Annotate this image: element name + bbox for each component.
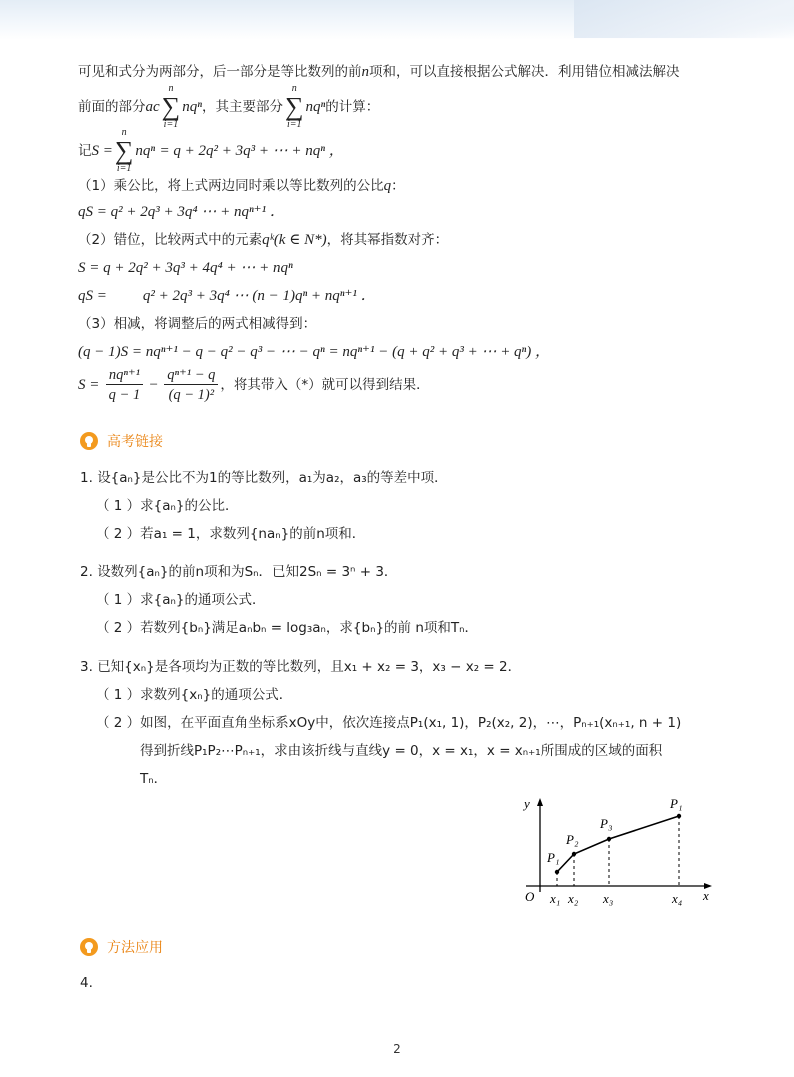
sum-lower: i=1 bbox=[116, 163, 132, 174]
problem-2-part-1: （ 1 ）求{aₙ}的通项公式． bbox=[96, 592, 266, 608]
math-s-eq: S = bbox=[78, 377, 100, 393]
problem-text: 设{aₙ}是公比不为1的等比数列，a₁为a₂，a₃的等差中项． bbox=[97, 470, 448, 486]
minus-sign: − bbox=[149, 377, 158, 393]
math-aligned: q² + 2q³ + 3q⁴ ⋯ (n − 1)qⁿ + nqⁿ⁺¹ ． bbox=[142, 288, 376, 304]
intro-text: 可见和式分为两部分，后一部分是等比数列的前 bbox=[78, 64, 362, 80]
origin-label: O bbox=[525, 889, 535, 904]
fraction-2 bbox=[164, 366, 218, 405]
section-title: 方法应用 bbox=[107, 940, 163, 956]
problem-3-stem bbox=[80, 656, 521, 678]
label-p4: P₁ bbox=[670, 796, 683, 811]
problem-number: 3. bbox=[80, 659, 93, 675]
problem-4-number: 4. bbox=[80, 975, 93, 991]
header-banner-fold bbox=[574, 0, 794, 38]
problem-3-part-2-end: Tₙ． bbox=[140, 771, 168, 787]
step-text: （2）错位，比较两式中的元素 bbox=[78, 232, 263, 248]
intro-text: 前面的部分 bbox=[78, 99, 146, 115]
sum-upper: n bbox=[168, 83, 174, 94]
y-axis-label: y bbox=[524, 796, 530, 811]
y-axis-arrow bbox=[537, 798, 543, 806]
fraction-1 bbox=[106, 366, 144, 405]
problem-number: 2. bbox=[80, 564, 93, 580]
sigma-symbol: ∑ bbox=[114, 136, 134, 165]
sigma-symbol: ∑ bbox=[161, 92, 181, 121]
problem-1-stem bbox=[80, 467, 448, 489]
final-formula bbox=[78, 362, 430, 408]
intro-text: 记 bbox=[78, 143, 92, 159]
lightbulb-icon bbox=[80, 432, 98, 450]
section-gaokao bbox=[80, 431, 163, 451]
var-q: q bbox=[383, 178, 392, 194]
section-title: 高考链接 bbox=[107, 434, 163, 450]
problem-2-part-2: （ 2 ）若数列{bₙ}满足aₙbₙ = log₃aₙ，求{bₙ}的前 n项和Tₙ． bbox=[96, 620, 479, 636]
math-nqn: nqⁿ bbox=[305, 99, 326, 115]
summation bbox=[285, 84, 304, 130]
sigma-symbol: ∑ bbox=[284, 92, 304, 121]
var-n: n bbox=[361, 64, 369, 80]
math-nqn: nqⁿ bbox=[135, 143, 156, 159]
math-s-eq: S = bbox=[91, 143, 113, 159]
fraction-numerator: nqⁿ⁺¹ bbox=[106, 366, 144, 385]
problem-3-part-1: （ 1 ）求数列{xₙ}的通项公式． bbox=[96, 687, 293, 703]
step3-label: （3）相减，将调整后的两式相减得到： bbox=[78, 316, 317, 332]
label-p1: P₁ bbox=[547, 850, 560, 865]
problem-text: 已知{xₙ}是各项均为正数的等比数列，且x₁ + x₂ = 3，x₃ − x₂ = 2． bbox=[97, 659, 522, 675]
fraction-numerator: qⁿ⁺¹ − q bbox=[164, 366, 218, 385]
intro-line-1 bbox=[78, 62, 680, 82]
point-p2 bbox=[572, 852, 576, 856]
label-p3: P₃ bbox=[600, 816, 613, 831]
summation bbox=[115, 128, 134, 174]
point-p3 bbox=[607, 837, 611, 841]
lightbulb-icon bbox=[80, 938, 98, 956]
tick-x3: x₃ bbox=[603, 891, 614, 906]
label-p2: P₂ bbox=[566, 832, 579, 847]
sum-upper: n bbox=[121, 127, 127, 138]
problem-3-part-2-cont: 得到折线P₁P₂⋯Pₙ₊₁，求由该折线与直线y = 0，x = x₁，x = xₙ₊₁所围成的区域的面积 bbox=[140, 743, 663, 759]
x-axis-label: x bbox=[703, 888, 709, 903]
math-qs: qS = bbox=[78, 288, 107, 304]
step2-equation-1: S = q + 2q² + 3q³ + 4q⁴ + ⋯ + nqⁿ bbox=[78, 260, 293, 276]
sum-lower: i=1 bbox=[286, 119, 302, 130]
fraction-denominator: (q − 1)² bbox=[168, 386, 215, 403]
math-expansion: = q + 2q² + 3q³ + ⋯ + nqⁿ ， bbox=[159, 143, 344, 159]
final-text: ，将其带入（*）就可以得到结果． bbox=[220, 377, 430, 393]
intro-line-2 bbox=[78, 84, 379, 130]
step1-label bbox=[78, 176, 405, 196]
tick-x2: x₂ bbox=[568, 891, 579, 906]
problem-2-stem bbox=[80, 561, 397, 583]
tick-x4: x₄ bbox=[672, 891, 683, 906]
step-text: ： bbox=[391, 178, 405, 194]
intro-text: 的计算： bbox=[325, 99, 380, 115]
step1-equation: qS = q² + 2q³ + 3q⁴ ⋯ + nqⁿ⁺¹ ． bbox=[78, 204, 285, 220]
point-p4 bbox=[677, 814, 681, 818]
step2-equation-2 bbox=[78, 286, 376, 306]
page-number: 2 bbox=[393, 1042, 401, 1056]
step-text: ，将其幂指数对齐： bbox=[326, 232, 449, 248]
intro-text: 项和，可以直接根据公式解决．利用错位相减法解决 bbox=[369, 64, 680, 80]
step2-label bbox=[78, 230, 448, 250]
intro-line-3 bbox=[78, 128, 344, 174]
sum-upper: n bbox=[291, 83, 297, 94]
math-nqn: nqⁿ bbox=[182, 99, 202, 115]
math-element: qᵏ(k ∈ N*) bbox=[262, 232, 327, 248]
tick-x1: x₁ bbox=[550, 891, 561, 906]
problem-1-part-2: （ 2 ）若a₁ = 1，求数列{naₙ}的前n项和． bbox=[96, 526, 366, 542]
step3-equation: (q − 1)S = nqⁿ⁺¹ − q − q² − q³ − ⋯ − qⁿ = nqⁿ⁺¹ − (q + q² + q³ + ⋯ + qⁿ) ， bbox=[78, 344, 551, 360]
summation bbox=[162, 84, 181, 130]
problem-1-part-1: （ 1 ）求{aₙ}的公比． bbox=[96, 498, 239, 514]
section-method bbox=[80, 937, 163, 957]
math-ac: ac bbox=[145, 99, 160, 115]
problem-number: 1. bbox=[80, 470, 93, 486]
point-p1 bbox=[555, 870, 559, 874]
polyline-figure bbox=[510, 792, 730, 914]
intro-text: ，其主要部分 bbox=[201, 99, 283, 115]
problem-3-part-2: （ 2 ）如图，在平面直角坐标系xOy中，依次连接点P₁(x₁, 1)，P₂(x₂, 2)，⋯，Pₙ₊₁(xₙ₊₁, n + 1) bbox=[96, 715, 682, 731]
sum-lower: i=1 bbox=[163, 119, 179, 130]
step-text: （1）乘公比，将上式两边同时乘以等比数列的公比 bbox=[78, 178, 384, 194]
fraction-denominator: q − 1 bbox=[108, 386, 141, 403]
problem-text: 设数列{aₙ}的前n项和为Sₙ．已知2Sₙ = 3ⁿ + 3． bbox=[97, 564, 398, 580]
